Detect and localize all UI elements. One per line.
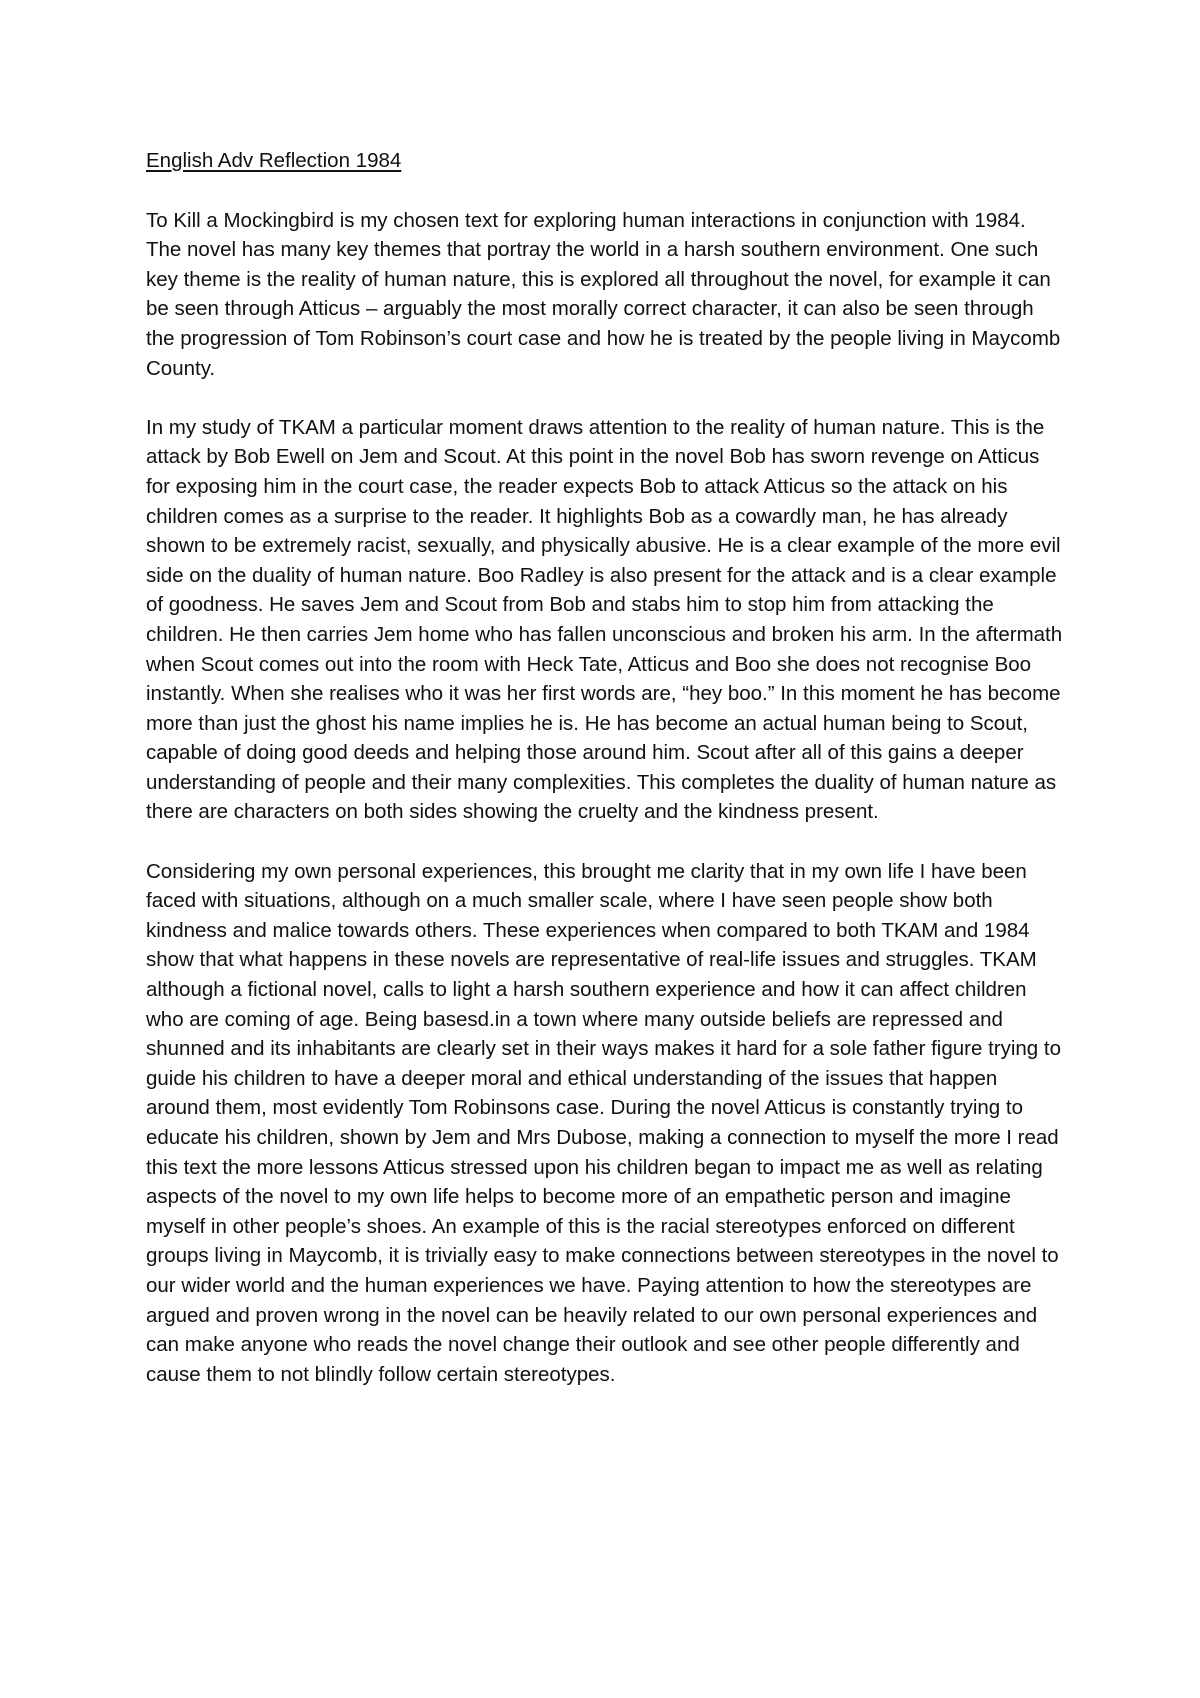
document-body — [146, 146, 1066, 1419]
paragraph-analysis: In my study of TKAM a particular moment draws attention to the reality of human nature. This is the attack by Bob Ewell on Jem and Scout. At this point in the novel Bob has sworn revenge on Atticus for exposing him in the court case, the reader expects Bob to attack Atticus so the attack on his children comes as a surprise to the reader. It highlights Bob as a cowardly man, he has already shown to be extremely racist, sexually, and physically abusive. He is a clear example of the more evil side on the duality of human nature. Boo Radley is also present for the attack and is a clear example of goodness. He saves Jem and Scout from Bob and stabs him to stop him from attacking the children. He then carries Jem home who has fallen unconscious and broken his arm. In the aftermath when Scout comes out into the room with Heck Tate, Atticus and Boo she does not recognise Boo instantly. When she realises who it was her first words are, “hey boo.” In this moment he has become more than just the ghost his name implies he is. He has become an actual human being to Scout, capable of doing good deeds and helping those around him. Scout after all of this gains a deeper understanding of people and their many complexities. This completes the duality of human nature as there are characters on both sides showing the cruelty and the kindness present. — [146, 415, 1063, 824]
paragraph-intro: To Kill a Mockingbird is my chosen text for exploring human interactions in conjunction with 1984. The novel has many key themes that portray the world in a harsh southern environment. One such key theme is the reality of human nature, this is explored all throughout the novel, for example it can be seen through Atticus – arguably the most morally correct character, it can also be seen through the progression of Tom Robinson’s court case and how he is treated by the people living in Maycomb County. — [146, 208, 1061, 380]
paragraph-reflection: Considering my own personal experiences, this brought me clarity that in my own life I have been faced with situations, although on a much smaller scale, where I have seen people show both kindness and malice towards others. These experiences when compared to both TKAM and 1984 show that what happens in these novels are representative of real-life issues and struggles. TKAM although a fictional novel, calls to light a harsh southern experience and how it can affect children who are coming of age. Being basesd.in a town where many outside beliefs are repressed and shunned and its inhabitants are clearly set in their ways makes it hard for a sole father figure trying to guide his children to have a deeper moral and ethical understanding of the issues that happen around them, most evidently Tom Robinsons case. During the novel Atticus is constantly trying to educate his children, shown by Jem and Mrs Dubose, making a connection to myself the more I read this text the more lessons Atticus stressed upon his children began to impact me as well as relating aspects of the novel to my own life helps to become more of an empathetic person and imagine myself in other people’s shoes. An example of this is the racial stereotypes enforced on different groups living in Maycomb, it is trivially easy to make connections between stereotypes in the novel to our wider world and the human experiences we have. Paying attention to how the stereotypes are argued and proven wrong in the novel can be heavily related to our own personal experiences and can make anyone who reads the novel change their outlook and see other people differently and cause them to not blindly follow certain stereotypes. — [146, 859, 1062, 1386]
document-title: English Adv Reflection 1984 — [146, 149, 402, 172]
